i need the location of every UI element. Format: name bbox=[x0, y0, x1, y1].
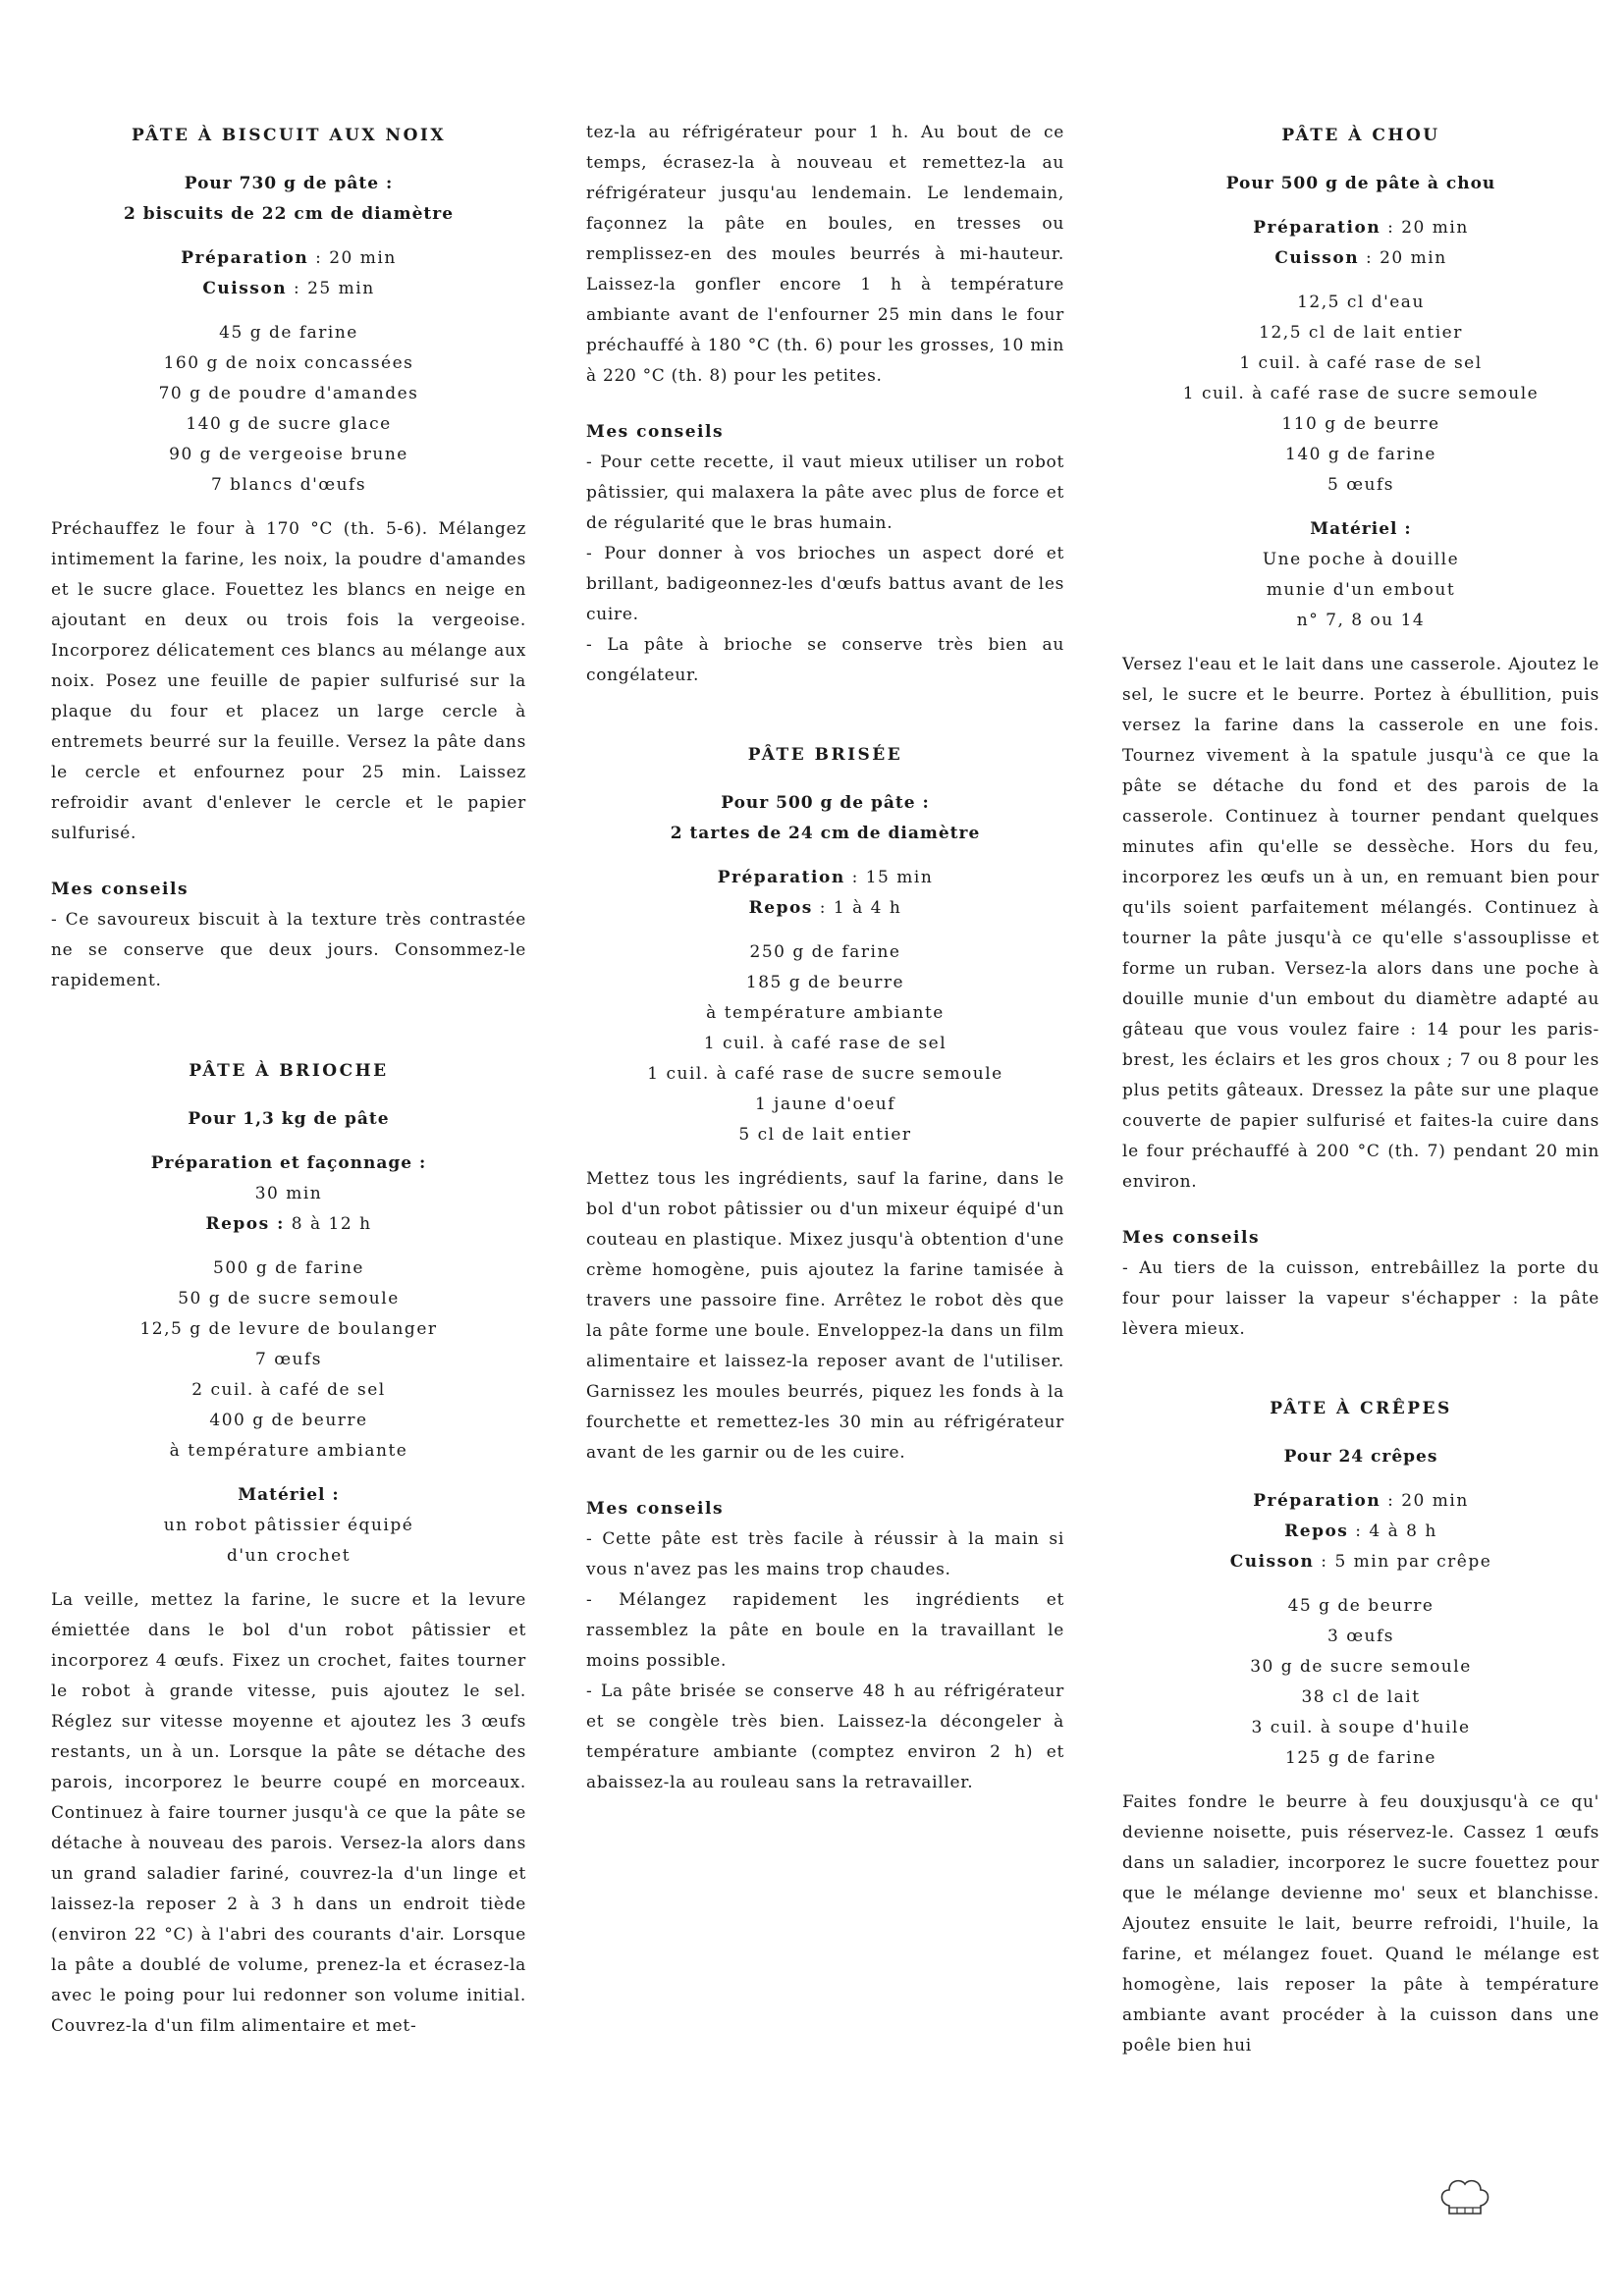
ingredient: 1 cuil. à café rase de sel bbox=[1239, 353, 1483, 373]
advice-item: - Pour cette recette, il vaut mieux utiliser un robot pâtissier, qui malaxera la pâte avec plus de force et de régularité que le bras humain. bbox=[586, 453, 1064, 533]
ingredient: 7 œufs bbox=[255, 1350, 322, 1369]
prep-label: Préparation et façonnage : bbox=[150, 1153, 427, 1173]
advice-heading: Mes conseils bbox=[51, 880, 189, 899]
prep-time: Préparation : 15 min bbox=[717, 868, 934, 887]
prep-time: Préparation : 20 min bbox=[181, 248, 397, 268]
cook-time: Cuisson : 20 min bbox=[1274, 248, 1447, 268]
recipe-title-brisee: PÂTE BRISÉE bbox=[747, 745, 903, 765]
ingredient: 12,5 g de levure de boulanger bbox=[139, 1319, 438, 1339]
ingredient: 90 g de vergeoise brune bbox=[169, 445, 408, 464]
method-text: Mettez tous les ingrédients, sauf la farine, dans le bol d'un robot pâtissier ou d'un mixeur équipé d'un couteau en plastique. Mixez jusqu'à obtention d'une crème homogène, puis ajoutez la farine tamisée à travers une passoire fine. Arrêtez le robot dès que la pâte forme une boule. Enveloppez-la dans un film alimentaire et laissez-la reposer avant de l'utiliser. Garnissez les moules beurrés, piquez les fonds à la fourchette et remettez-les 30 min au réfrigérateur avant de les garnir ou de les cuire. bbox=[586, 1169, 1064, 1463]
ingredient-list bbox=[586, 937, 1064, 1150]
method-text: Versez l'eau et le lait dans une casserole. Ajoutez le sel, le sucre et le beurre. Portez à ébullition, puis versez la farine dans la casserole en une fois. Tournez vivement à la spatule jusqu'à ce que la pâte se détache du fond et des parois de la casserole. Continuez à tourner pendant quelques minutes afin qu'elle se dessèche. Hors du feu, incorporez les œufs un à un, en remuant bien pour qu'ils soient parfaitement mélangés. Continuez à tourner la pâte jusqu'à ce qu'elle s'assouplisse et forme un ruban. Versez-la alors dans une poche à douille munie d'un embout du diamètre adapté au gâteau que vous voulez faire : 14 pour les paris-brest, les éclairs et les gros choux ; 7 ou 8 pour les plus petits gâteaux. Dressez la pâte sur une plaque couverte de papier sulfurisé et faites-la cuire dans le four préchauffé à 200 °C (th. 7) pendant 20 min environ. bbox=[1122, 655, 1599, 1192]
ingredient: 45 g de beurre bbox=[1287, 1596, 1435, 1616]
prep-time: Préparation : 20 min bbox=[1253, 218, 1469, 238]
method-text: Faites fondre le beurre à feu douxjusqu'à ce qu' devienne noisette, puis réservez-le. Cassez 1 œufs dans un saladier, incorporez le sucre fouettez pour que le mélange devienne mo' seux et blanchisse. Ajoutez ensuite le lait, beurre refroidi, l'huile, la farine, et mélangez fouet. Quand le mélange est homogène, lais reposer la pâte à température ambiante avant procéder à la cuisson dans une poêle bien hui bbox=[1122, 1792, 1599, 2056]
recipe-title-chou: PÂTE À CHOU bbox=[1281, 126, 1440, 145]
yield-line: Pour 24 crêpes bbox=[1283, 1447, 1438, 1467]
ingredient: 125 g de farine bbox=[1285, 1748, 1436, 1768]
ingredient: 1 cuil. à café rase de sel bbox=[703, 1034, 947, 1053]
ingredient: 160 g de noix concassées bbox=[163, 353, 414, 373]
advice-heading: Mes conseils bbox=[586, 422, 725, 442]
column-right bbox=[1122, 116, 1599, 2061]
ingredient: 70 g de poudre d'amandes bbox=[158, 384, 419, 403]
ingredient: 5 cl de lait entier bbox=[738, 1125, 912, 1145]
ingredient: 140 g de sucre glace bbox=[186, 414, 392, 434]
column-left bbox=[51, 116, 526, 2042]
advice-heading: Mes conseils bbox=[586, 1499, 725, 1519]
recipe-title-biscuit: PÂTE À BISCUIT AUX NOIX bbox=[131, 126, 447, 145]
cook-time: Cuisson : 5 min par crêpe bbox=[1229, 1552, 1492, 1572]
yield-line: Pour 500 g de pâte à chou bbox=[1225, 174, 1496, 193]
ingredient: 185 g de beurre bbox=[745, 973, 905, 992]
yield-line: 2 tartes de 24 cm de diamètre bbox=[670, 824, 981, 843]
cook-time: Cuisson : 25 min bbox=[202, 279, 375, 298]
yield-line: Pour 500 g de pâte : bbox=[721, 793, 930, 813]
rest-time: Repos : 8 à 12 h bbox=[205, 1214, 372, 1234]
ingredient: 110 g de beurre bbox=[1281, 414, 1440, 434]
ingredient-list bbox=[51, 318, 526, 501]
ingredient: 2 cuil. à café de sel bbox=[191, 1380, 386, 1400]
ingredient: 30 g de sucre semoule bbox=[1250, 1657, 1472, 1677]
ingredient: 140 g de farine bbox=[1285, 445, 1436, 464]
advice-heading: Mes conseils bbox=[1122, 1228, 1261, 1248]
method-text: La veille, mettez la farine, le sucre et la levure émiettée dans le bol d'un robot pâtissier et incorporez 4 œufs. Fixez un crochet, faites tourner le robot à grande vitesse, puis ajoutez le sel. Réglez sur vitesse moyenne et ajoutez les 3 œufs restants, un à un. Lorsque la pâte se détache des parois, incorporez le beurre coupé en morceaux. Continuez à faire tourner jusqu'à ce que la pâte se détache à nouveau des parois. Versez-la alors dans un grand saladier fariné, couvrez-la d'un linge et laissez-la reposer 2 à 3 h dans un endroit tiède (environ 22 °C) à l'abri des courants d'air. Lorsque la pâte a doublé de volume, prenez-la et écrasez-la avec le poing pour lui redonner son volume initial. Couvrez-la d'un film alimentaire et met- bbox=[51, 1590, 526, 2036]
ingredient: 38 cl de lait bbox=[1301, 1687, 1421, 1707]
ingredient: 50 g de sucre semoule bbox=[178, 1289, 400, 1308]
prep-time: Préparation : 20 min bbox=[1253, 1491, 1469, 1511]
advice-item: - Pour donner à vos brioches un aspect doré et brillant, badigeonnez-les d'œufs battus avant de les cuire. bbox=[586, 544, 1064, 624]
ingredient: 7 blancs d'œufs bbox=[210, 475, 367, 495]
equipment-line: n° 7, 8 ou 14 bbox=[1296, 611, 1426, 630]
ingredient-list bbox=[51, 1254, 526, 1467]
ingredient: 12,5 cl d'eau bbox=[1297, 293, 1425, 312]
ingredient: 3 œufs bbox=[1327, 1627, 1394, 1646]
chef-hat-icon bbox=[1435, 2170, 1494, 2219]
equipment-heading: Matériel : bbox=[238, 1485, 340, 1505]
advice-item: - Mélangez rapidement les ingrédients et rassemblez la pâte en boule en la travaillant le moins possible. bbox=[586, 1590, 1064, 1671]
rest-time: Repos : 4 à 8 h bbox=[1284, 1522, 1437, 1541]
ingredient: 5 œufs bbox=[1327, 475, 1394, 495]
equipment-line: un robot pâtissier équipé bbox=[163, 1516, 414, 1535]
column-middle bbox=[586, 118, 1064, 1798]
prep-time: 30 min bbox=[254, 1184, 323, 1203]
ingredient-list bbox=[1122, 288, 1599, 501]
equipment-line: Une poche à douille bbox=[1262, 550, 1460, 569]
ingredient: 45 g de farine bbox=[219, 323, 358, 343]
ingredient: 1 cuil. à café rase de sucre semoule bbox=[1182, 384, 1540, 403]
yield-line: Pour 1,3 kg de pâte bbox=[188, 1109, 390, 1129]
advice-item: - Cette pâte est très facile à réussir à la main si vous n'avez pas les mains trop chaudes. bbox=[586, 1529, 1064, 1579]
ingredient: 3 cuil. à soupe d'huile bbox=[1251, 1718, 1471, 1737]
ingredient: 250 g de farine bbox=[749, 942, 901, 962]
equipment-line: munie d'un embout bbox=[1266, 580, 1456, 600]
advice-item: - Ce savoureux biscuit à la texture très contrastée ne se conserve que deux jours. Consommez-le rapidement. bbox=[51, 910, 526, 990]
method-text: Préchauffez le four à 170 °C (th. 5-6). Mélangez intimement la farine, les noix, la poudre d'amandes et le sucre glace. Fouettez les blancs en neige en ajoutant en deux ou trois fois la vergeoise. Incorporez délicatement ces blancs au mélange aux noix. Posez une feuille de papier sulfurisé sur la plaque du four et placez un large cercle à entremets beurré sur la feuille. Versez la pâte dans le cercle et enfournez pour 25 min. Laissez refroidir avant d'enlever le cercle et le papier sulfurisé. bbox=[51, 519, 526, 843]
equipment-line: d'un crochet bbox=[226, 1546, 352, 1566]
ingredient: 500 g de farine bbox=[213, 1258, 364, 1278]
yield-line: Pour 730 g de pâte : bbox=[184, 174, 394, 193]
advice-item: - Au tiers de la cuisson, entrebâillez la porte du four pour laisser la vapeur s'échapper : la pâte lèvera mieux. bbox=[1122, 1258, 1599, 1339]
advice-item: - La pâte à brioche se conserve très bien au congélateur. bbox=[586, 635, 1064, 685]
recipe-title-crepes: PÂTE À CRÊPES bbox=[1270, 1399, 1452, 1418]
rest-time: Repos : 1 à 4 h bbox=[748, 898, 902, 918]
advice-item: - La pâte brisée se conserve 48 h au réfrigérateur et se congèle très bien. Laissez-la décongeler à température ambiante (comptez environ 2 h) et abaissez-la au rouleau sans la retravailler. bbox=[586, 1682, 1064, 1792]
ingredient: à température ambiante bbox=[706, 1003, 945, 1023]
ingredient: 400 g de beurre bbox=[209, 1411, 368, 1430]
ingredient: 1 jaune d'oeuf bbox=[754, 1095, 896, 1114]
ingredient: 1 cuil. à café rase de sucre semoule bbox=[647, 1064, 1003, 1084]
equipment-heading: Matériel : bbox=[1310, 519, 1412, 539]
recipe-title-brioche: PÂTE À BRIOCHE bbox=[189, 1061, 389, 1081]
ingredient: 12,5 cl de lait entier bbox=[1259, 323, 1463, 343]
ingredient-list bbox=[1122, 1591, 1599, 1774]
method-text-continued: tez-la au réfrigérateur pour 1 h. Au bout de ce temps, écrasez-la à nouveau et remettez-la au réfrigérateur jusqu'au lendemain. Le lendemain, façonnez la pâte en boules, en tresses ou remplissez-en des moules beurrés à mi-hauteur. Laissez-la gonfler encore 1 h à température ambiante avant de l'enfourner 25 min dans le four préchauffé à 180 °C (th. 6) pour les grosses, 10 min à 220 °C (th. 8) pour les petites. bbox=[586, 123, 1064, 386]
yield-line: 2 biscuits de 22 cm de diamètre bbox=[123, 204, 455, 224]
ingredient: à température ambiante bbox=[169, 1441, 408, 1461]
